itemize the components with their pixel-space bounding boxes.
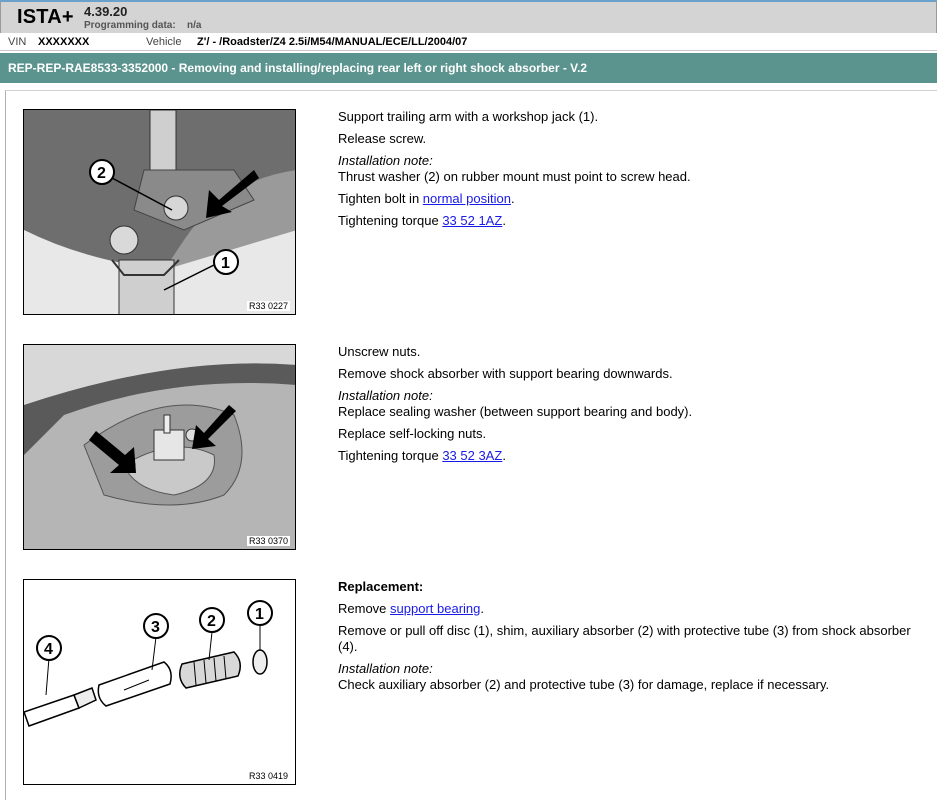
callout-2: 2 (207, 613, 216, 630)
step-2-text (338, 344, 918, 470)
programming-data-label: Programming data: (84, 20, 176, 31)
step-line: Remove support bearing. (338, 601, 484, 616)
step-line: Remove shock absorber with support bearing downwards. (338, 366, 673, 381)
app-version: 4.39.20 (84, 4, 128, 19)
step-line: Unscrew nuts. (338, 344, 421, 359)
vin-label: VIN (8, 36, 27, 48)
step-line: Replace sealing washer (between support bearing and body). (338, 404, 693, 419)
vehicle-value: Z'/ - /Roadster/Z4 2.5i/M54/MANUAL/ECE/LL/2004/07 (197, 36, 468, 48)
shock-components-illustration (24, 580, 296, 785)
callout-4: 4 (44, 641, 53, 658)
document-content[interactable] (5, 90, 937, 800)
programming-data-value: n/a (187, 20, 202, 31)
replacement-heading: Replacement: (338, 579, 424, 594)
step-line: Thrust washer (2) on rubber mount must point to screw head. (338, 169, 691, 184)
step-line: Check auxiliary absorber (2) and protective tube (3) for damage, replace if necessary. (338, 677, 830, 692)
step-line: Tightening torque 33 52 3AZ. (338, 448, 506, 463)
callout-1: 1 (255, 606, 264, 623)
figure-shock-components (23, 579, 296, 785)
figure-code: R33 0227 (248, 301, 288, 311)
torque-link-33-52-1az[interactable]: 33 52 1AZ (442, 213, 503, 228)
vehicle-label: Vehicle (146, 36, 182, 48)
figure-code: R33 0419 (248, 771, 288, 781)
callout-3: 3 (151, 619, 160, 636)
figure-support-bearing (23, 344, 296, 550)
step-1-text (338, 109, 918, 235)
support-bearing-link[interactable]: support bearing (390, 601, 481, 616)
installation-note-label: Installation note: (338, 153, 433, 168)
step-3-text (338, 579, 918, 699)
normal-position-link[interactable]: normal position (422, 191, 511, 206)
step-line: Tighten bolt in normal position. (338, 191, 515, 206)
document-title: REP-REP-RAE8533-3352000 - Removing and installing/replacing rear left or right shock absorber - V.2 (8, 61, 588, 75)
torque-link-33-52-3az[interactable]: 33 52 3AZ (442, 448, 503, 463)
vin-value: XXXXXXX (38, 36, 90, 48)
vehicle-info-bar (0, 33, 937, 51)
step-line: Tightening torque 33 52 1AZ. (338, 213, 506, 228)
support-bearing-illustration (24, 345, 296, 550)
app-header (0, 0, 937, 33)
installation-note-label: Installation note: (338, 661, 433, 676)
installation-note-label: Installation note: (338, 388, 433, 403)
figure-trailing-arm (23, 109, 296, 315)
callout-2: 2 (97, 165, 106, 182)
figure-code: R33 0370 (248, 536, 288, 546)
step-line: Replace self-locking nuts. (338, 426, 487, 441)
trailing-arm-illustration (24, 110, 296, 315)
step-line: Release screw. (338, 131, 427, 146)
callout-1: 1 (221, 255, 230, 272)
step-line: Remove or pull off disc (1), shim, auxiliary absorber (2) with protective tube (3) from shock absorber (4). (338, 623, 911, 654)
step-line: Support trailing arm with a workshop jack (1). (338, 109, 599, 124)
app-title: ISTA+ (17, 6, 74, 28)
document-title-bar (0, 53, 937, 83)
